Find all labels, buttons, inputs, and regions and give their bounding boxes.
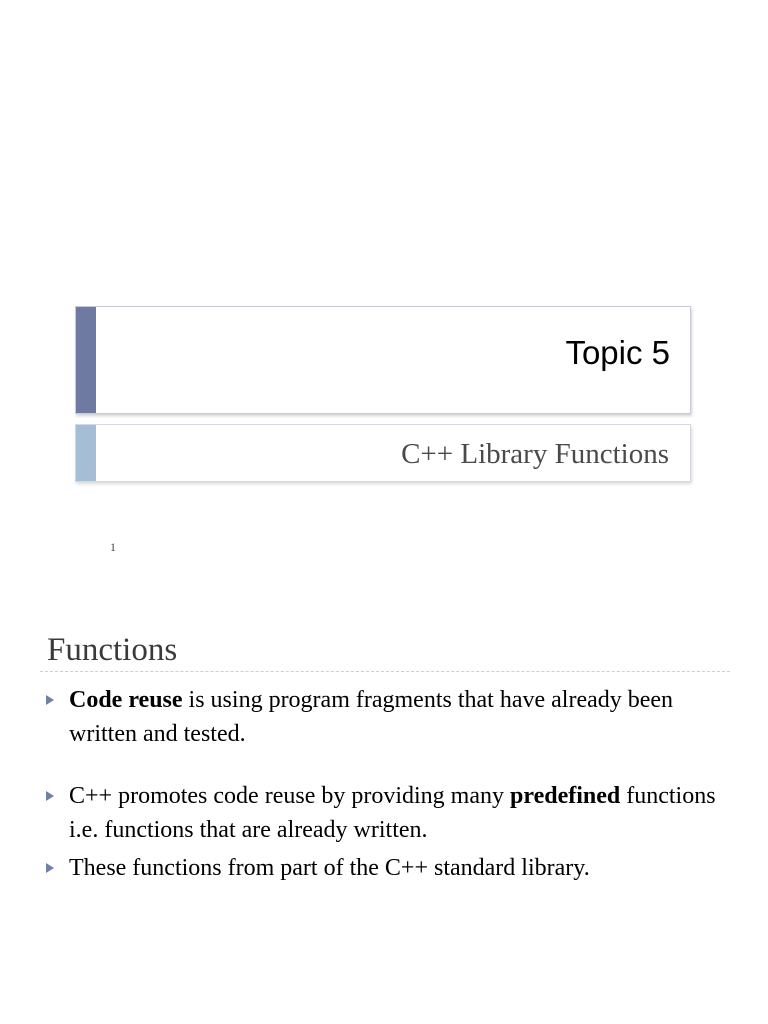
triangle-bullet-icon bbox=[46, 695, 54, 705]
triangle-bullet-icon bbox=[46, 791, 54, 801]
bullet-text: is using program fragments that have already been written and tested. bbox=[69, 687, 674, 747]
bullet-text-after: functions i.e. functions that are already written. bbox=[69, 783, 716, 843]
title-accent-bar bbox=[76, 307, 96, 413]
slide-subtitle: C++ Library Functions bbox=[401, 438, 669, 470]
bullet-bold-lead: Code reuse bbox=[69, 687, 183, 713]
bullet-list bbox=[45, 683, 725, 885]
bullet-bold-term: predefined bbox=[510, 783, 621, 809]
subtitle-accent-bar bbox=[76, 425, 96, 481]
bullet-text: These functions from part of the C++ standard library. bbox=[69, 855, 590, 881]
slide-title: Topic 5 bbox=[565, 334, 670, 371]
title-box bbox=[75, 306, 691, 414]
bullet-text-before: C++ promotes code reuse by providing many bbox=[69, 783, 510, 809]
subtitle-box bbox=[75, 424, 691, 482]
bullet-item-standard-library bbox=[45, 851, 725, 885]
heading-divider bbox=[40, 671, 730, 672]
content-heading: Functions bbox=[47, 632, 178, 668]
bullet-item-code-reuse bbox=[45, 683, 725, 751]
triangle-bullet-icon bbox=[46, 863, 54, 873]
bullet-item-predefined bbox=[45, 779, 725, 847]
slide-number: 1 bbox=[110, 540, 116, 554]
